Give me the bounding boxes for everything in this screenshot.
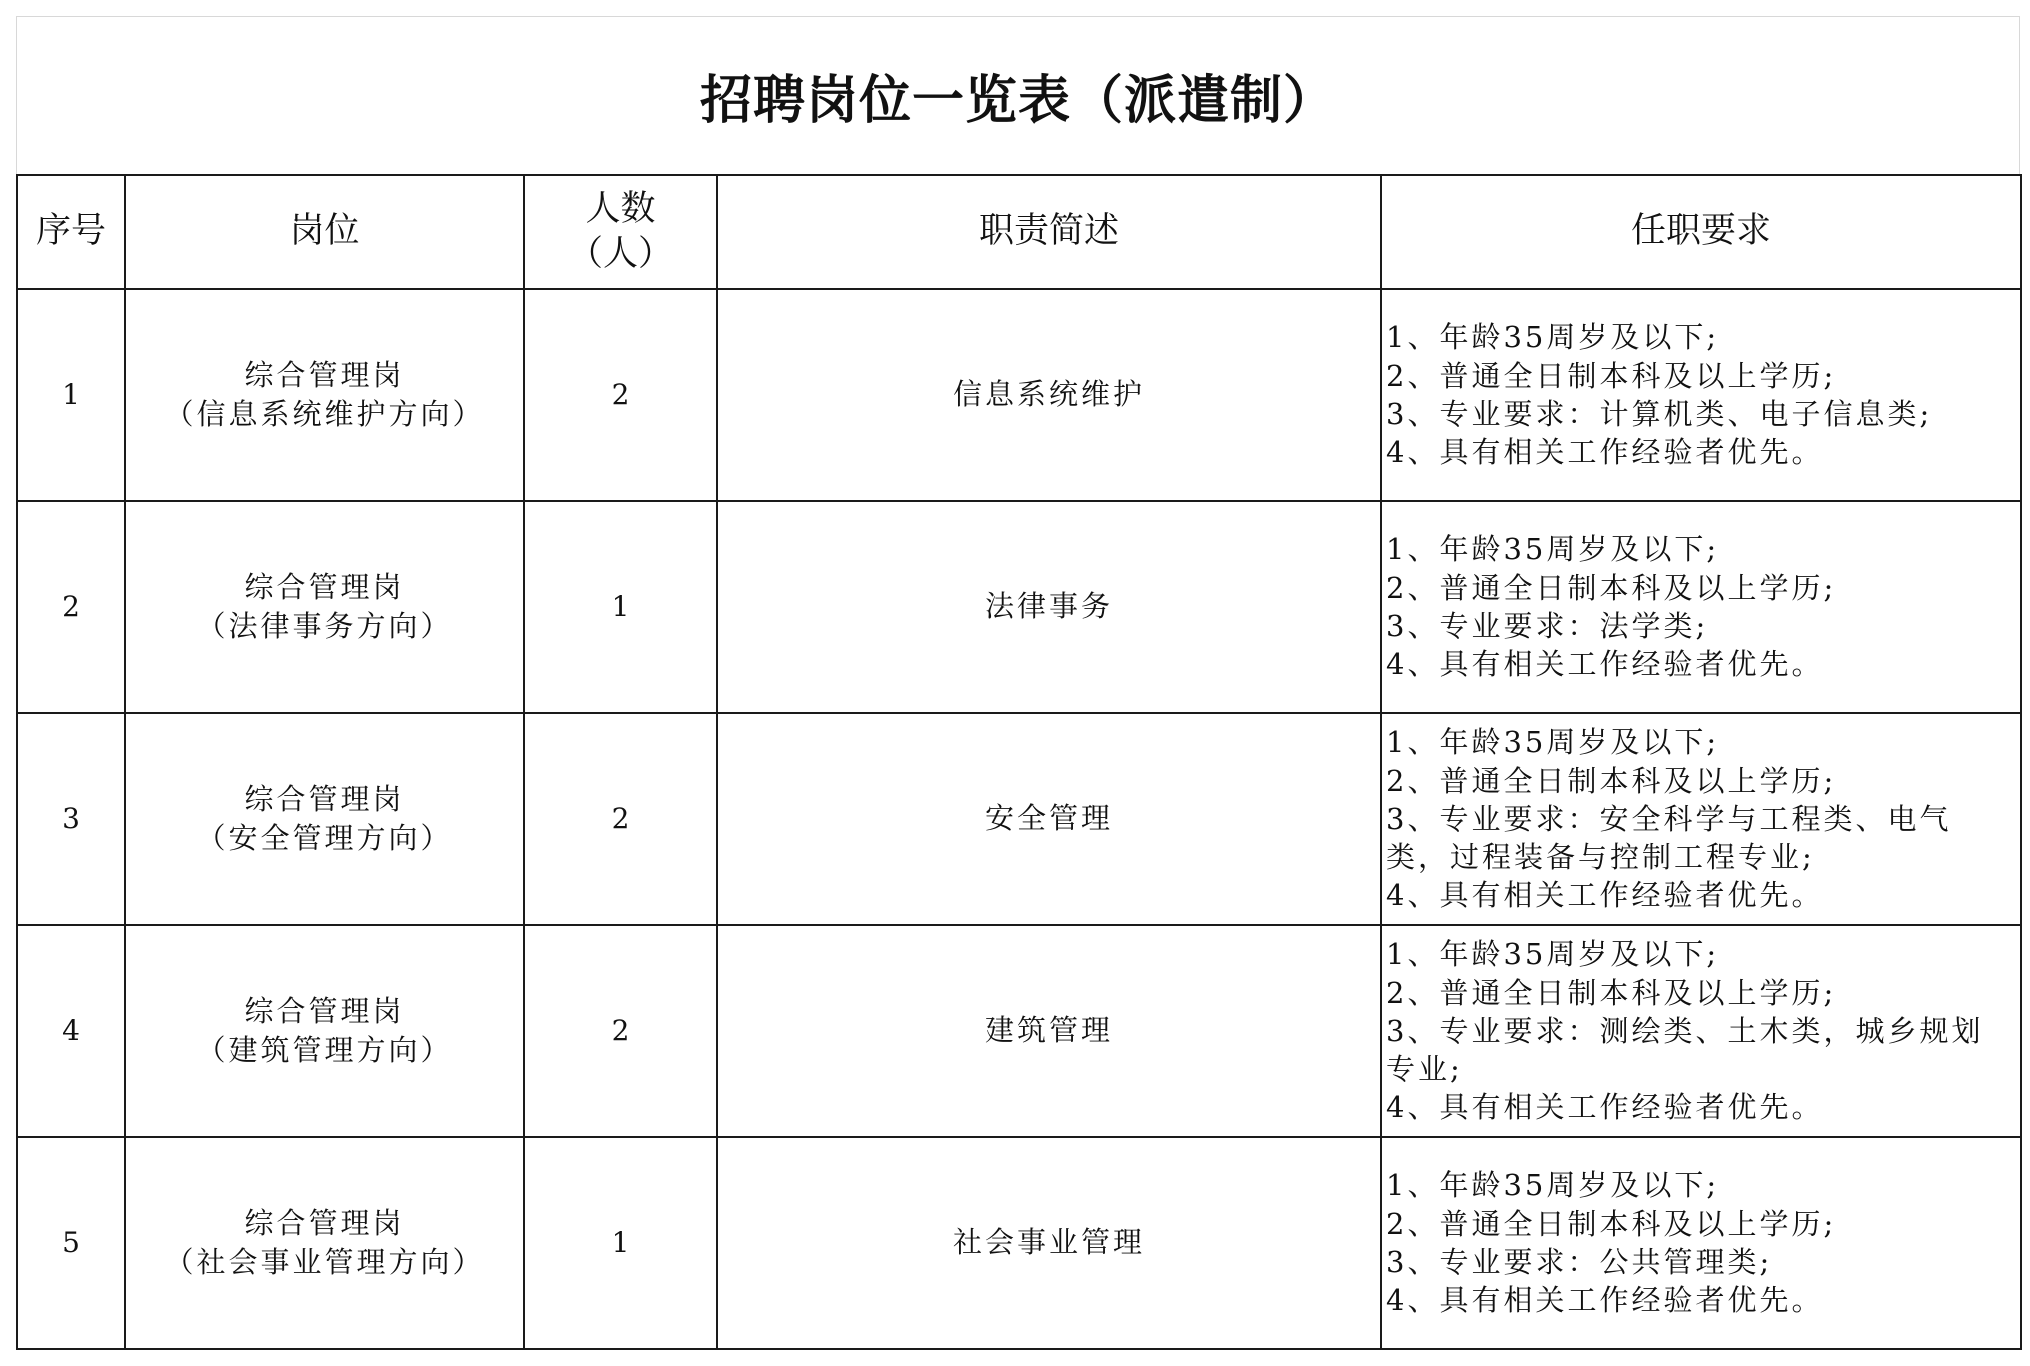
header-requirement: 任职要求 — [1381, 175, 2021, 289]
position-direction: （信息系统维护方向） — [164, 397, 485, 431]
position-direction: （安全管理方向） — [196, 821, 453, 855]
row-number: 4 — [17, 925, 125, 1137]
requirement-line: 3、专业要求：法学类; — [1386, 609, 1709, 643]
row-number: 3 — [17, 713, 125, 925]
duty-cell: 社会事业管理 — [717, 1137, 1381, 1349]
row-number: 2 — [17, 501, 125, 713]
headcount-cell: 2 — [524, 925, 717, 1137]
duty-cell: 信息系统维护 — [717, 289, 1381, 501]
requirement-line: 2、普通全日制本科及以上学历; — [1386, 570, 1837, 605]
requirement-cell — [1381, 289, 2021, 501]
table-row — [17, 501, 2021, 713]
recruitment-table — [16, 174, 2022, 1350]
position-cell — [125, 289, 524, 501]
requirement-cell — [1381, 713, 2021, 925]
headcount-cell: 2 — [524, 713, 717, 925]
duty-cell: 法律事务 — [717, 501, 1381, 713]
position-direction: （社会事业管理方向） — [164, 1245, 485, 1279]
requirement-line: 3、专业要求：公共管理类; — [1386, 1245, 1773, 1279]
position-name: 综合管理岗 — [244, 357, 405, 392]
position-name: 综合管理岗 — [244, 781, 405, 816]
requirement-cell — [1381, 925, 2021, 1137]
header-duty: 职责简述 — [717, 175, 1381, 289]
header-no: 序号 — [17, 175, 125, 289]
table-header — [17, 175, 2021, 289]
header-row — [17, 175, 2021, 289]
requirement-line: 3、专业要求：测绘类、土木类，城乡规划专业; — [1386, 1013, 1984, 1087]
position-direction: （建筑管理方向） — [196, 1033, 453, 1067]
table-row — [17, 713, 2021, 925]
header-count-line1: 人数 — [585, 188, 656, 229]
position-cell — [125, 1137, 524, 1349]
requirement-line: 1、年龄35周岁及以下; — [1386, 320, 1720, 355]
requirement-line: 4、具有相关工作经验者优先。 — [1386, 1090, 1824, 1125]
requirement-line: 2、普通全日制本科及以上学历; — [1386, 358, 1837, 393]
requirement-line: 4、具有相关工作经验者优先。 — [1386, 647, 1824, 682]
requirement-line: 2、普通全日制本科及以上学历; — [1386, 763, 1837, 798]
requirement-line: 1、年龄35周岁及以下; — [1386, 1168, 1720, 1203]
duty-cell: 安全管理 — [717, 713, 1381, 925]
duty-cell: 建筑管理 — [717, 925, 1381, 1137]
requirement-line: 4、具有相关工作经验者优先。 — [1386, 435, 1824, 470]
header-position: 岗位 — [125, 175, 524, 289]
position-cell — [125, 713, 524, 925]
position-name: 综合管理岗 — [244, 993, 405, 1028]
table-row — [17, 289, 2021, 501]
requirement-line: 1、年龄35周岁及以下; — [1386, 532, 1720, 567]
requirement-cell — [1381, 1137, 2021, 1349]
table-row — [17, 1137, 2021, 1349]
position-cell — [125, 501, 524, 713]
headcount-cell: 1 — [524, 501, 717, 713]
requirement-line: 2、普通全日制本科及以上学历; — [1386, 975, 1837, 1010]
headcount-cell: 1 — [524, 1137, 717, 1349]
position-name: 综合管理岗 — [244, 1205, 405, 1240]
requirement-cell — [1381, 501, 2021, 713]
requirement-line: 4、具有相关工作经验者优先。 — [1386, 1283, 1824, 1318]
requirement-line: 1、年龄35周岁及以下; — [1386, 937, 1720, 972]
requirement-line: 3、专业要求：计算机类、电子信息类; — [1386, 397, 1933, 431]
table-row — [17, 925, 2021, 1137]
page-title: 招聘岗位一览表（派遣制） — [699, 70, 1336, 131]
requirement-line: 3、专业要求：安全科学与工程类、电气类，过程装备与控制工程专业; — [1386, 801, 1952, 875]
requirement-line: 4、具有相关工作经验者优先。 — [1386, 878, 1824, 913]
row-number: 5 — [17, 1137, 125, 1349]
position-cell — [125, 925, 524, 1137]
header-count-line2: （人） — [567, 234, 673, 274]
title-area — [16, 16, 2020, 174]
row-number: 1 — [17, 289, 125, 501]
requirement-line: 1、年龄35周岁及以下; — [1386, 725, 1720, 760]
table-body — [17, 289, 2021, 1349]
document-sheet — [16, 16, 2022, 1356]
requirement-line: 2、普通全日制本科及以上学历; — [1386, 1206, 1837, 1241]
position-direction: （法律事务方向） — [196, 609, 453, 643]
position-name: 综合管理岗 — [244, 569, 405, 604]
header-count — [524, 175, 717, 289]
headcount-cell: 2 — [524, 289, 717, 501]
